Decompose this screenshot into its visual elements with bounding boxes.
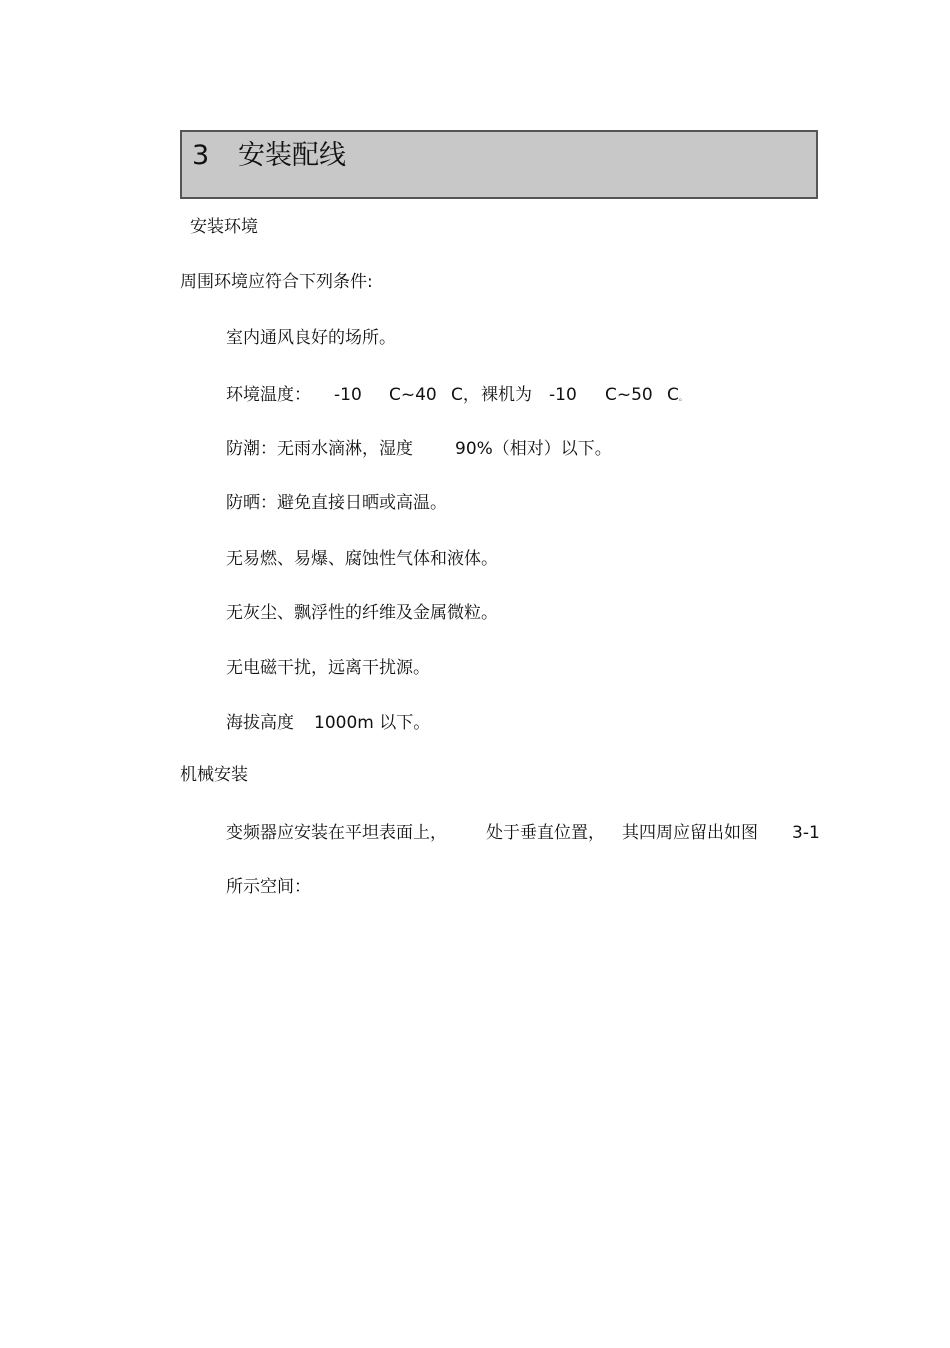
item-sun: 防晒：避免直接日晒或高温。 (226, 493, 447, 513)
temperature-unit: C， (451, 385, 480, 405)
section-heading-mechanical: 机械安装 (180, 765, 248, 785)
altitude-label: 海拔高度 (226, 713, 294, 733)
item-temperature (226, 384, 826, 406)
altitude-value: 1000m 以下。 (314, 713, 431, 733)
bare-unit: C。 (667, 385, 687, 405)
item-flammable: 无易燃、易爆、腐蚀性气体和液体。 (226, 549, 498, 569)
bare-min: -10 (549, 385, 577, 405)
humidity-value: 90%（相对）以下。 (455, 439, 612, 459)
bare-max: C~50 (605, 385, 653, 405)
chapter-number: 3 (192, 140, 210, 171)
temperature-label: 环境温度： (226, 385, 311, 405)
item-altitude (226, 712, 826, 734)
item-emi: 无电磁干扰，远离干扰源。 (226, 658, 430, 678)
bare-label: 裸机为 (481, 385, 532, 405)
para-part1: 变频器应安装在平坦表面上， (226, 823, 447, 843)
chapter-title: 安装配线 (238, 140, 346, 171)
para-part2: 处于垂直位置， (486, 823, 605, 843)
mechanical-paragraph-line2: 所示空间： (226, 877, 311, 897)
temperature-max: C~40 (389, 385, 437, 405)
item-ventilation: 室内通风良好的场所。 (226, 328, 396, 348)
chapter-header (180, 130, 818, 199)
mechanical-paragraph-line1 (226, 822, 826, 844)
section-heading-environment: 安装环境 (190, 217, 258, 237)
environment-intro: 周围环境应符合下列条件: (180, 272, 373, 292)
item-dust: 无灰尘、飘浮性的纤维及金属微粒。 (226, 603, 498, 623)
temperature-min: -10 (334, 385, 362, 405)
humidity-label: 防潮：无雨水滴淋，湿度 (226, 439, 413, 459)
figure-ref: 3-1 (792, 823, 820, 843)
item-humidity (226, 438, 826, 460)
para-part3: 其四周应留出如图 (622, 823, 758, 843)
